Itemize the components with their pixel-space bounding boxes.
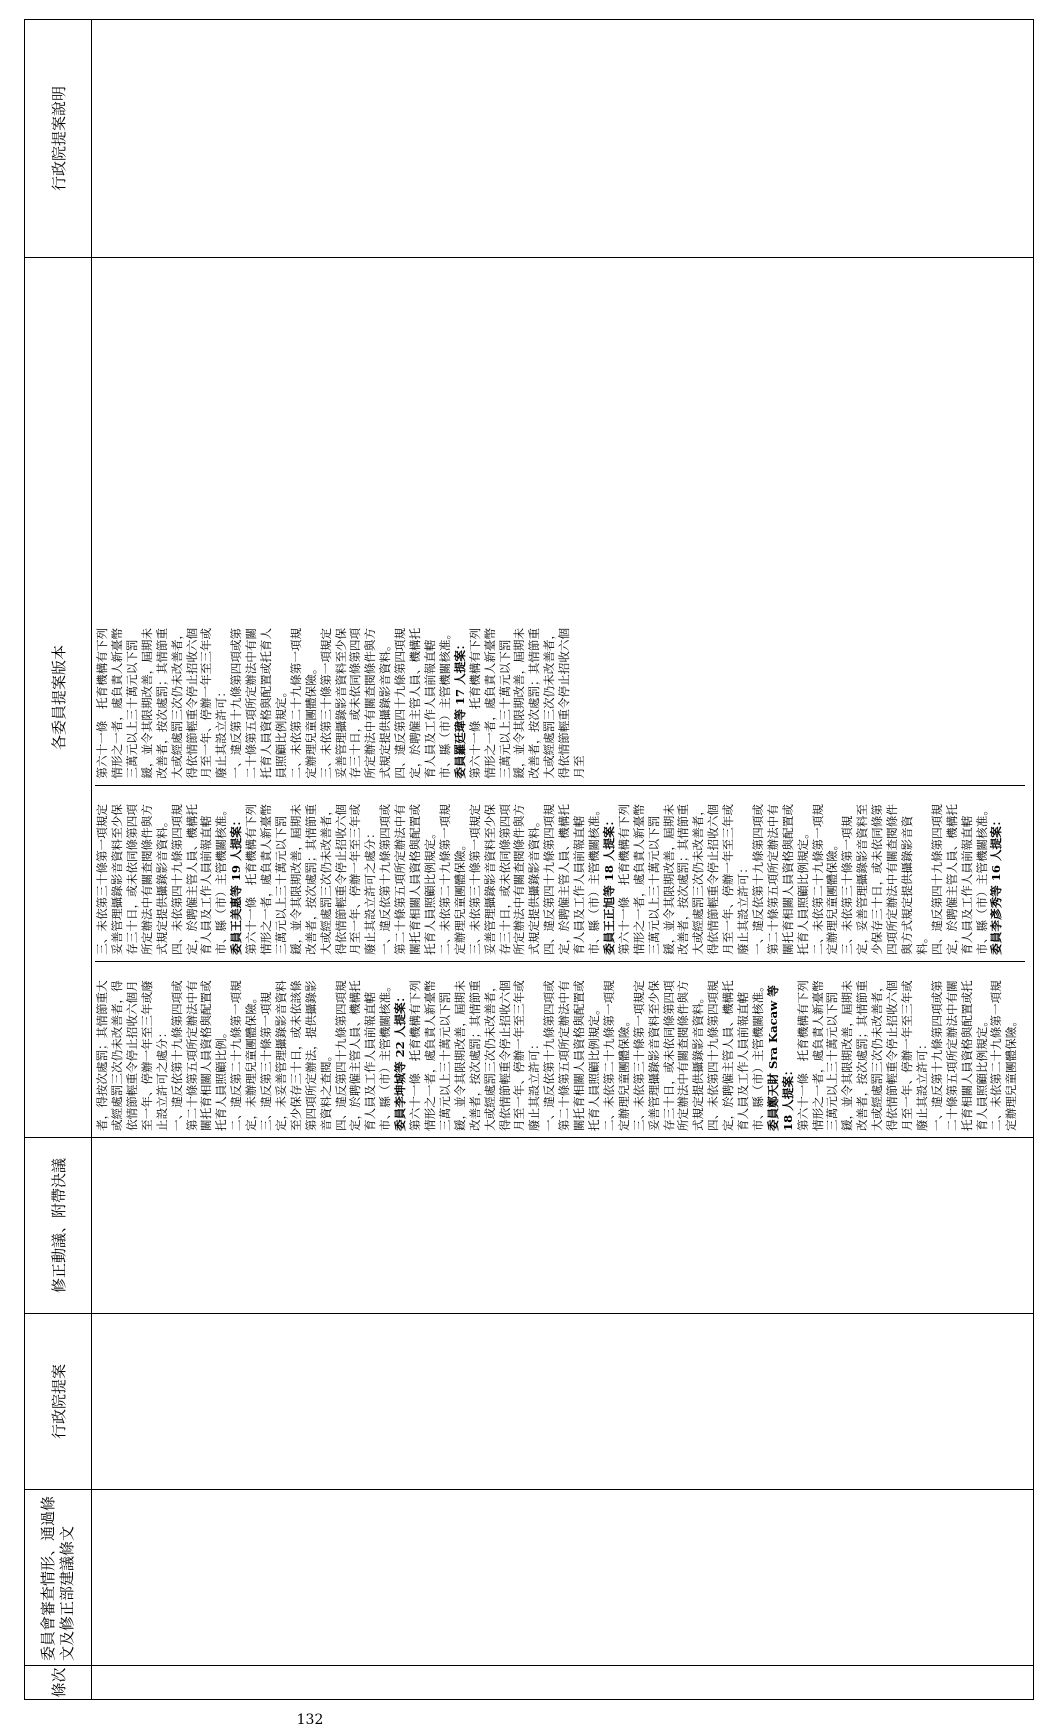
proposal-paragraph: 三、違反第三十條第一項規定，未妥善管理攝錄影音資料至少保存三十日，或未依該條第四項所定辦法，提供攝錄影音資料之查閱。 xyxy=(259,980,333,1131)
header-description: 行政院提案說明 xyxy=(25,20,92,258)
proposal-paragraph: 一、違反第十九條第四項或第二十條第五項所定辦法中有關托育相關人員資格與配置或托育人員照顧比例規定。 xyxy=(929,980,989,1131)
proposal-paragraph: 二、未依第二十九條第一項規定辦理兒童團體保險。 xyxy=(989,980,1019,1131)
proposal-paragraph: 二、未依第二十九條第一項規定辦理兒童團體保險。 xyxy=(810,804,840,955)
proposal-paragraph: 一、違反依第十九條第四項或第二十條第五項所定辦法中有關托育相關人員資格與配置或托育人員照顧比例規定。 xyxy=(378,804,437,955)
proposal-paragraph: 三、未依第三十條第一項規定妥善管理攝錄影音資料至少保存三十日，或未依同條第四項所定辦法中有關查閱條件與方式規定提供攝錄影音資料。 xyxy=(95,804,169,955)
proposal-paragraph: 一、違反第十九條第四項或第二十條第五項所定辦法中有關托育人員資格與配置或托育人員照顧比例規定。 xyxy=(229,627,288,779)
proposal-paragraph: 四、未依第四十九條第四項規定，於聘僱主管人員、機構托育人員及工作人員前報直轄市、縣（市）主管機關核准。 xyxy=(169,804,229,955)
proposal-paragraph: 四、違反第四十九條第四項規定，於聘僱主管人員、機構托育人員及工作人員前報直轄市、縣（市）主管機關核准。 xyxy=(542,804,601,955)
members-proposals xyxy=(92,258,1028,1137)
proposal-paragraph: 二、違反第二十九條第一項規定，未辦理兒童團體保險。 xyxy=(229,980,259,1131)
proposal-paragraph: 第六十一條 托育機構有下列情形之一者，處負責人新臺幣三萬元以上三十萬元以下罰鍰，並令其限期改善，屆期未改善者，按次處罰；其情節重大或經處罰三次仍未改善者，得依情節輕重令停止招收六個月至一年、停辦一年至三年或廢止其設立許可之處分： xyxy=(244,804,378,955)
header-article: 條次 xyxy=(25,1666,92,1700)
comparison-table xyxy=(24,19,1034,1700)
proposal-paragraph: 三、未依第三十條第一項規定妥善管理攝錄影音資料至少保存三十日，或未依同條第四項所定辦法中有關查閱條件與方式規定提供攝錄影音資料。 xyxy=(318,627,393,779)
proposal-paragraph: 四、違反第四十九條第四項規定，於聘僱主管人員、機構托育人員及工作人員前報直轄市、縣（市）主管機關核准。 xyxy=(333,980,393,1131)
proposal-paragraph: 三、未依第三十條第一項規定妥善管理攝錄影音資料至少保存三十日，或未依同條第四項所定辦法中有關查閱條件與方式規定提供攝錄影音資料。 xyxy=(631,980,706,1131)
proposal-paragraph: 二、未依第二十九條第一項規定辦理兒童團體保險。 xyxy=(437,804,467,955)
proposal-paragraph: 四、違反第四十九條第四項規定，於聘僱主管人員、機構托育人員及工作人員前報直轄市、縣（市）主管機關核准。 xyxy=(929,804,989,955)
proposal-paragraph: 四、未依第四十九條第四項規定，於聘僱主管人員、機構托育人員及工作人員前報直轄市、縣（市）主管機關核准。 xyxy=(706,980,765,1131)
header-committee: 委員會審查情形、通過條文及修正部建議條文 xyxy=(25,1490,92,1666)
proposal-paragraph: 三、未依第三十條第一項規定，妥善管理攝錄影音資料至少保存三十日，或未依同條第四項所定辦法中有關查閱條件與方式規定提供攝錄影音資料。 xyxy=(840,804,929,955)
header-amendment: 修正動議、附帶決議 xyxy=(25,1138,92,1314)
article-cell xyxy=(92,1666,1034,1700)
proposer-heading: 委員李坤城等 22 人提案： xyxy=(393,990,408,1131)
proposal-paragraph: 第六十一條 托育機構有下列情形之一者，處負責人新臺幣三萬元以上三十萬元以下罰鍰，並令其限期改善，屆期未改善者，按次處罰；其情節重大或經處罰三次仍未改善者，得依情節輕重令停止招收六個月至一年、停辦一年至三年或廢止其設立許可： xyxy=(95,627,229,779)
content-row xyxy=(92,20,1034,1700)
proposal-paragraph: 一、違反依第十九條第四項或第二十條第五項所定辦法中有關托育相關人員資格與配置或托育人員照顧比例。 xyxy=(169,980,229,1131)
proposal-paragraph: 一、違反依第十九條第四項或第二十條第五項所定辦法中有關托育相關人員資格與配置或托育人員照顧比例規定。 xyxy=(750,804,810,955)
proposer-heading: 委員鄭天財 Sra Kacaw 等 18 人提案： xyxy=(765,985,795,1131)
proposal-paragraph: 第六十一條 托育機構有下列情形之一者，處負責人新臺幣三萬元以上三十萬元以下罰鍰，並令其限期改善，屆期未改善者，按次處罰；其情節重大或經處罰三次仍未改善者，得依情節輕重令停止招收六個月至 xyxy=(467,627,587,779)
rotated-page xyxy=(24,20,1034,1700)
amendment-cell xyxy=(92,1138,1034,1314)
header-executive: 行政院提案 xyxy=(25,1314,92,1490)
page-number: 132 xyxy=(296,1712,324,1728)
members-cell xyxy=(92,258,1034,1138)
proposal-paragraph: 四、違反第四十九條第四項規定，於聘僱主管人員、機構托育人員及工作人員前報直轄市、縣（市）主管機關核准。 xyxy=(393,627,452,779)
proposal-paragraph: 者，得按次處罰；其情節重大或經處罰三次仍未改善者，得依情節輕重令停止招收六個月至一年、停辦一年至三年或廢止設立許可之處分： xyxy=(95,980,169,1131)
proposal-paragraph: 第六十一條 托育機構有下列情形之一者，處負責人新臺幣三萬元以上三十萬元以下罰鍰，並令其限期改善，屆期未改善者，按次處罰；其情節重大或經處罰三次仍未改善者，得依情節輕重令停止招收六個月至一年、停辦一年至三年或廢止其設立許可： xyxy=(616,804,751,955)
proposal-paragraph: 二、未依第二十九條第一項規定辦理兒童團體保險。 xyxy=(288,627,318,779)
proposal-paragraph: 第六十一條 托育機構有下列情形之一者，處負責人新臺幣三萬元以上三十萬元以下罰鍰，並令其限期改善，屆期未改善者，按次處罰；其情節重大或經處罰三次仍未改善者，得依情節輕重令停止招收六個月至一年、停辦一年至三年或廢止其設立許可： xyxy=(408,980,542,1131)
executive-cell xyxy=(92,1314,1034,1490)
proposer-heading: 委員王美惠等 19 人提案： xyxy=(229,814,244,955)
header-members: 各委員提案版本 xyxy=(25,258,92,1138)
proposer-heading: 委員李彥秀等 16 人提案： xyxy=(989,814,1004,955)
proposer-heading: 委員王正旭等 18 人提案： xyxy=(601,814,616,955)
proposal-paragraph: 第六十一條 托育機構有下列情形之一者，處負責人新臺幣三萬元以上三十萬元以下罰鍰，並令其限期改善，屆期未改善者，按次處罰；其情節重大或經處罰三次仍未改善者，得依情節輕重令停止招收六個月至一年、停辦一年至三年或廢止其設立許可： xyxy=(795,980,929,1131)
header-row xyxy=(25,20,92,1700)
committee-cell xyxy=(92,1490,1034,1666)
proposal-paragraph: 二、未依第二十九條第一項規定辦理兒童團體保險。 xyxy=(601,980,631,1131)
proposer-heading: 委員羅廷瑋等 17 人提案： xyxy=(452,638,467,779)
description-cell xyxy=(92,20,1034,258)
proposal-paragraph: 三、未依第三十條第一項規定妥善管理攝錄影音資料至少保存三十日，或未依同條第四項所定辦法中有關查閱條件與方式規定提供攝錄影音資料。 xyxy=(467,804,542,955)
proposal-paragraph: 一、違反依第十九條第四項或第二十條第五項所定辦法中有關托育相關人員資格與配置或托育人員照顧比例規定。 xyxy=(542,980,601,1131)
